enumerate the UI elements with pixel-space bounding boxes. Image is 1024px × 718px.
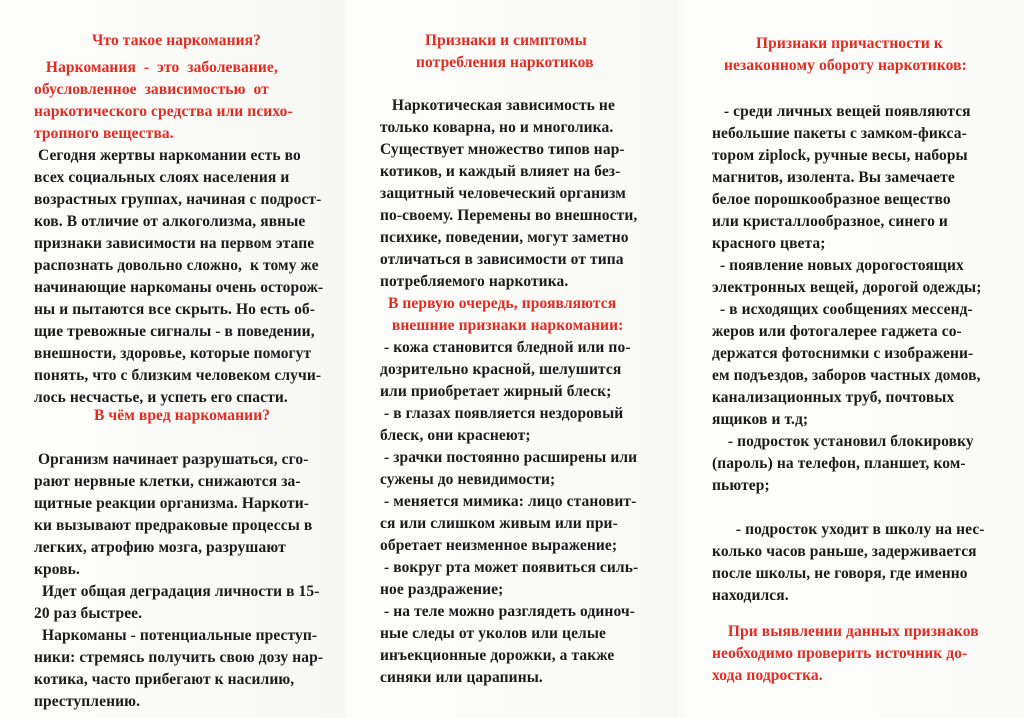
list-item-line: или приобретает жирный блеск; xyxy=(380,383,612,400)
heading-harm: В чём вред наркомании? xyxy=(94,407,271,424)
paragraph-line: всех социальных слоях населения и xyxy=(34,169,290,186)
paragraph-line: потребляемого наркотика. xyxy=(380,273,569,290)
list-item-line: - зрачки постоянно расширены или xyxy=(380,449,638,466)
emphasis-line: В первую очередь, проявляются xyxy=(380,295,617,312)
paragraph-line: возрастных группах, начиная с подрост- xyxy=(34,191,322,208)
heading-signs-line: потребления наркотиков xyxy=(416,54,594,71)
paragraph-line: щитные реакции организма. Наркоти- xyxy=(34,495,310,512)
paragraph-line: по-своему. Перемены во внешности, xyxy=(380,207,638,224)
list-item-line: магнитов, изолента. Вы замечаете xyxy=(712,169,955,186)
paragraph-line: внешности, здоровье, которые помогут xyxy=(34,345,312,362)
paragraph-line: легких, атрофию мозга, разрушают xyxy=(34,539,286,556)
list-item-line: канализационных труб, почтовых xyxy=(712,389,955,406)
heading-trafficking-line: незаконному обороту наркотиков: xyxy=(724,57,967,74)
list-item-line: - на теле можно разглядеть одиноч- xyxy=(380,603,636,620)
paragraph-line: кровь. xyxy=(34,561,80,578)
list-item-line: синяки или царапины. xyxy=(380,669,543,686)
warning-line: При выявлении данных признаков xyxy=(712,623,979,640)
definition-line: Наркомания - это заболевание, xyxy=(34,59,278,76)
list-item-line: дозрительно красной, шелушится xyxy=(380,361,622,378)
list-item-line: - подросток установил блокировку xyxy=(712,433,974,450)
list-item-line: ся или слишком живым или при- xyxy=(380,515,618,532)
heading-what-is-addiction: Что такое наркомания? xyxy=(92,32,261,49)
emphasis-line: внешние признаки наркомании: xyxy=(380,317,624,334)
paragraph-line: Наркоманы - потенциальные преступ- xyxy=(34,627,318,644)
list-item-line: - вокруг рта может появиться силь- xyxy=(380,559,639,576)
paragraph-line: Наркотическая зависимость не xyxy=(380,97,615,114)
paragraph-line: Организм начинает разрушаться, сго- xyxy=(34,451,309,468)
paragraph-line: Существует множество типов нар- xyxy=(380,141,625,158)
paragraph-line: Идет общая деградация личности в 15- xyxy=(34,583,320,600)
definition-line: обусловленное зависимостью от xyxy=(34,81,269,98)
paragraph-line: начинающие наркоманы очень осторож- xyxy=(34,279,324,296)
paragraph-line: понять, что с близким человеком случи- xyxy=(34,367,322,384)
list-item-line: после школы, не говоря, где именно xyxy=(712,565,968,582)
list-item-line: находился. xyxy=(712,587,789,604)
list-item-line: держатся фотоснимки с изображени- xyxy=(712,345,974,362)
list-item-line: красного цвета; xyxy=(712,235,826,252)
heading-trafficking-line: Признаки причастности к xyxy=(756,35,943,52)
list-item-line: ящиков и т.д; xyxy=(712,411,809,428)
list-item-line: - кожа становится бледной или по- xyxy=(380,339,631,356)
list-item-line: небольшие пакеты с замком-фикса- xyxy=(712,125,967,142)
definition-line: тропного вещества. xyxy=(34,125,174,142)
list-item-line: тором ziplock, ручные весы, наборы xyxy=(712,147,968,164)
paragraph-line: только коварна, но и многолика. xyxy=(380,119,614,136)
list-item-line: - меняется мимика: лицо становит- xyxy=(380,493,637,510)
list-item-line: ем подъездов, заборов частных домов, xyxy=(712,367,981,384)
paragraph-line: лось несчастье, и успеть его спасти. xyxy=(34,389,288,406)
list-item-line: - среди личных вещей появляются xyxy=(712,103,971,120)
paragraph-line: котиков, и каждый влияет на без- xyxy=(380,163,621,180)
list-item-line: (пароль) на телефон, планшет, ком- xyxy=(712,455,966,472)
list-item-line: колько часов раньше, задерживается xyxy=(712,543,977,560)
list-item-line: ные следы от уколов или целые xyxy=(380,625,607,642)
list-item-line: обретает неизменное выражение; xyxy=(380,537,618,554)
warning-line: хода подростка. xyxy=(712,667,823,684)
paragraph-line: преступлению. xyxy=(34,693,141,710)
list-item-line: ное раздражение; xyxy=(380,581,504,598)
paragraph-line: защитный человеческий организм xyxy=(380,185,626,202)
paragraph-line: рают нервные клетки, снижаются за- xyxy=(34,473,301,490)
list-item-line: - в исходящих сообщениях мессенд- xyxy=(712,301,973,318)
paragraph-line: психике, поведении, могут заметно xyxy=(380,229,629,246)
list-item-line: электронных вещей, дорогой одежды; xyxy=(712,279,982,296)
list-item-line: - появление новых дорогостоящих xyxy=(712,257,964,274)
list-item-line: блеск, они краснеют; xyxy=(380,427,531,444)
paragraph-line: ки вызывают предраковые процессы в xyxy=(34,517,313,534)
list-item-line: сужены до невидимости; xyxy=(380,471,556,488)
paragraph-line: Сегодня жертвы наркомании есть во xyxy=(34,147,301,164)
paragraph-line: ники: стремясь получить свою дозу нар- xyxy=(34,649,324,666)
paragraph-line: 20 раз быстрее. xyxy=(34,605,143,622)
paragraph-line: щие тревожные сигналы - в поведении, xyxy=(34,323,315,340)
list-item-line: или кристаллообразное, синего и xyxy=(712,213,948,230)
paragraph-line: котика, часто прибегают к насилию, xyxy=(34,671,295,688)
definition-line: наркотического средства или психо- xyxy=(34,103,293,120)
list-item-line: - подросток уходит в школу на нес- xyxy=(712,521,985,538)
heading-signs-line: Признаки и симптомы xyxy=(425,32,587,49)
list-item-line: - в глазах появляется нездоровый xyxy=(380,405,624,422)
list-item-line: белое порошкообразное вещество xyxy=(712,191,951,208)
list-item-line: пьютер; xyxy=(712,477,770,494)
paragraph-line: отличаться в зависимости от типа xyxy=(380,251,624,268)
list-item-line: инъекционные дорожки, а также xyxy=(380,647,615,664)
paragraph-line: ны и пытаются все скрыть. Но есть об- xyxy=(34,301,316,318)
paragraph-line: распознать довольно сложно, к тому же xyxy=(34,257,319,274)
list-item-line: жеров или фотогалерее гаджета со- xyxy=(712,323,962,340)
paragraph-line: ков. В отличие от алкоголизма, явные xyxy=(34,213,306,230)
paragraph-line: признаки зависимости на первом этапе xyxy=(34,235,315,252)
warning-line: необходимо проверить источник до- xyxy=(712,645,968,662)
